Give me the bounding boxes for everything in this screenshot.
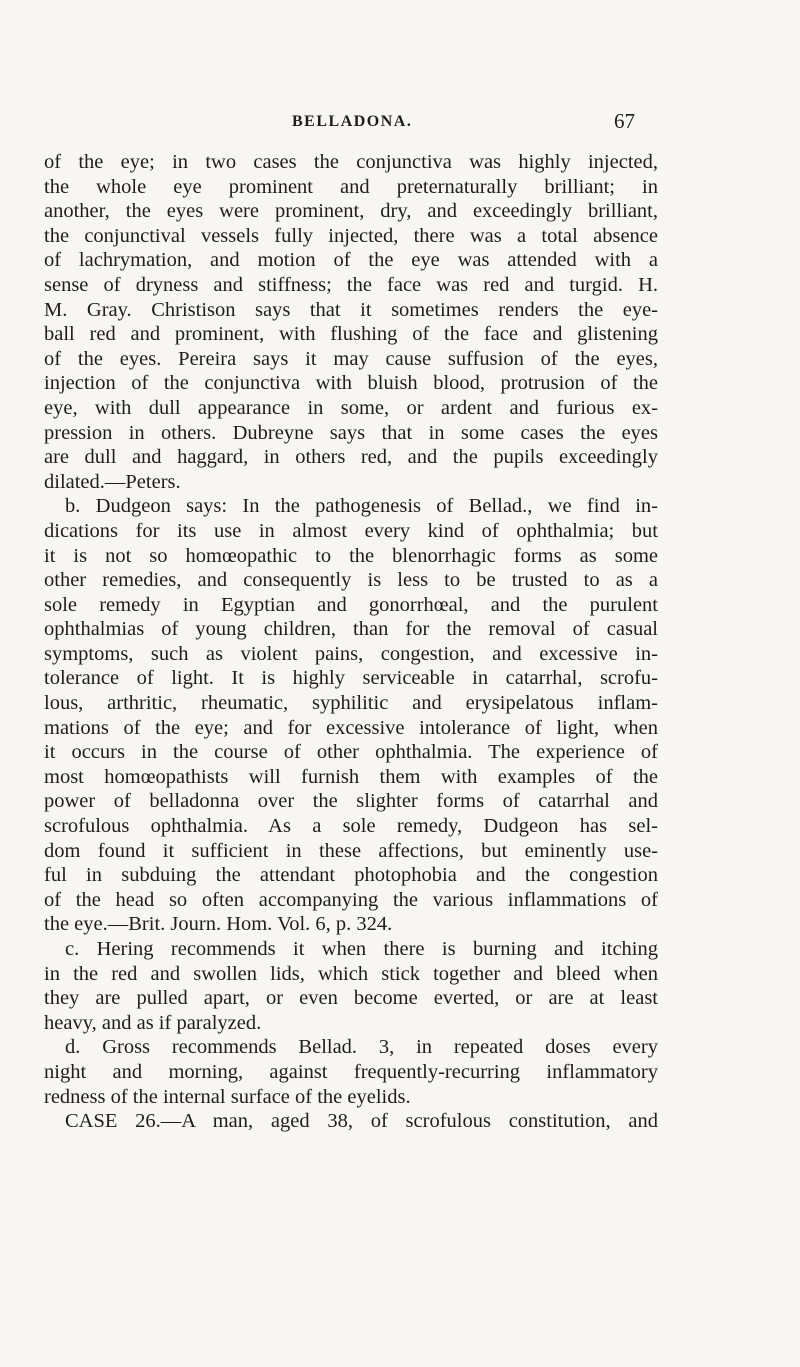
text-line: of the eye; in two cases the conjunctiva was highly injected, xyxy=(44,151,658,173)
text-line: dilated.—Peters. xyxy=(44,470,181,493)
text-line: d. Gross recommends Bellad. 3, in repeated doses every xyxy=(65,1036,658,1059)
text-line: b. Dudgeon says: In the pathogenesis of Bellad., we find in- xyxy=(65,495,658,518)
text-line: in the red and swollen lids, which stick together and bleed when xyxy=(44,962,658,985)
text-line: sense of dryness and stiffness; the face was red and turgid. H. xyxy=(44,273,658,296)
text-line: they are pulled apart, or even become everted, or are at least xyxy=(44,987,658,1010)
text-line: ful in subduing the attendant photophobia and the congestion xyxy=(44,864,658,887)
text-line: another, the eyes were prominent, dry, and exceedingly brilliant, xyxy=(44,200,658,223)
text-line: M. Gray. Christison says that it sometimes renders the eye- xyxy=(44,298,658,321)
text-line: night and morning, against frequently-recurring inflammatory xyxy=(44,1060,658,1083)
text-line: of lachrymation, and motion of the eye was attended with a xyxy=(44,249,658,272)
text-line: tolerance of light. It is highly serviceable in catarrhal, scrofu- xyxy=(44,667,658,690)
text-line: CASE 26.—A man, aged 38, of scrofulous constitution, and xyxy=(65,1110,658,1133)
text-line: pression in others. Dubreyne says that in some cases the eyes xyxy=(44,421,658,444)
text-line: heavy, and as if paralyzed. xyxy=(44,1011,262,1034)
text-line: c. Hering recommends it when there is burning and itching xyxy=(65,938,658,960)
text-line: the eye.—Brit. Journ. Hom. Vol. 6, p. 324. xyxy=(44,913,393,936)
text-line: the whole eye prominent and preternaturally brilliant; in xyxy=(44,175,658,198)
text-line: ball red and prominent, with flushing of the face and glistening xyxy=(44,323,658,346)
text-line: lous, arthritic, rheumatic, syphilitic and erysipelatous inflam- xyxy=(44,692,658,715)
text-line: other remedies, and consequently is less to be trusted to as a xyxy=(44,569,658,592)
text-line: mations of the eye; and for excessive intolerance of light, when xyxy=(44,716,658,739)
body-text xyxy=(44,150,658,1134)
text-line: ophthalmias of young children, than for the removal of casual xyxy=(44,618,658,641)
text-line: power of belladonna over the slighter forms of catarrhal and xyxy=(44,790,658,813)
text-line: symptoms, such as violent pains, congestion, and excessive in- xyxy=(44,642,658,665)
text-line: of the eyes. Pereira says it may cause suffusion of the eyes, xyxy=(44,347,658,370)
text-line: of the head so often accompanying the various inflammations of xyxy=(44,888,658,911)
text-line: dom found it sufficient in these affections, but eminently use- xyxy=(44,839,658,862)
text-line: redness of the internal surface of the eyelids. xyxy=(44,1085,411,1108)
running-title: BELLADONA. xyxy=(292,113,413,130)
text-line: eye, with dull appearance in some, or ardent and furious ex- xyxy=(44,396,658,419)
page-number: 67 xyxy=(614,109,635,133)
text-line: the conjunctival vessels fully injected, there was a total absence xyxy=(44,224,658,247)
text-line: it occurs in the course of other ophthalmia. The experience of xyxy=(44,741,658,764)
text-line: injection of the conjunctiva with bluish blood, protrusion of the xyxy=(44,372,658,395)
text-line: dications for its use in almost every kind of ophthalmia; but xyxy=(44,519,658,542)
text-line: most homœopathists will furnish them with examples of the xyxy=(44,765,658,788)
text-line: are dull and haggard, in others red, and the pupils exceedingly xyxy=(44,446,658,469)
text-line: scrofulous ophthalmia. As a sole remedy, Dudgeon has sel- xyxy=(44,815,658,838)
text-line: sole remedy in Egyptian and gonorrhœal, and the purulent xyxy=(44,593,658,616)
text-line: it is not so homœopathic to the blenorrhagic forms as some xyxy=(44,544,658,567)
